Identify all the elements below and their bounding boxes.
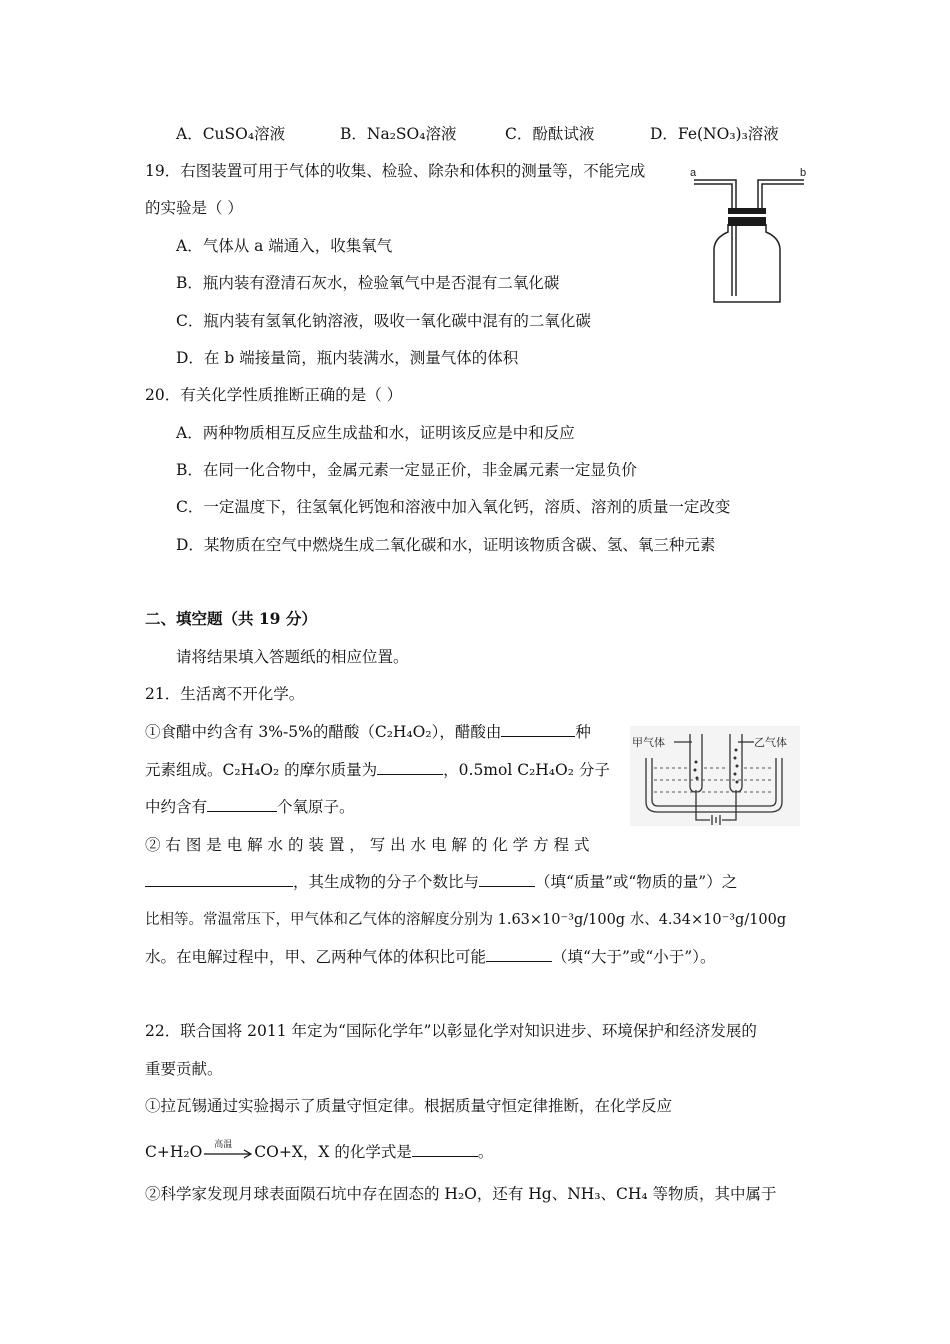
arrow-icon — [202, 1143, 254, 1163]
eq-right: CO+X，X 的化学式是 — [254, 1143, 412, 1161]
answer-blank[interactable] — [145, 872, 293, 887]
q21-p1-line3-end: 个氧原子。 — [277, 798, 355, 816]
q19-option-a: A．气体从 a 端通入，收集氧气 — [176, 237, 393, 255]
q22-p2-line1: ②科学家发现月球表面陨石坑中存在固态的 H₂O，还有 Hg、NH₃、CH₄ 等物质，其中属于 — [145, 1185, 777, 1203]
q21-p1-line1 — [145, 722, 591, 742]
q21-p1-line1-text: ①食醋中约含有 3%-5%的醋酸（C₂H₄O₂），醋酸由 — [145, 723, 502, 741]
q20-stem: 20．有关化学性质推断正确的是（ ） — [145, 386, 403, 404]
gas-yi-label: 乙气体 — [754, 736, 787, 749]
q19-option-d: D．在 b 端接量筒，瓶内装满水，测量气体的体积 — [176, 349, 519, 367]
label-a: a — [690, 168, 697, 179]
q22-stem-line1: 22．联合国将 2011 年定为“国际化学年”以彰显化学对知识进步、环境保护和经济发展的 — [145, 1022, 757, 1040]
q20-option-d: D．某物质在空气中燃烧生成二氧化碳和水，证明该物质含碳、氢、氧三种元素 — [176, 536, 716, 554]
q21-p2-line4-end: （填“大于”或“小于”）。 — [552, 948, 716, 966]
q18-option-c: C．酚酞试液 — [505, 125, 595, 143]
answer-blank[interactable] — [486, 947, 552, 962]
q21-p2-line1: ② 右 图 是 电 解 水 的 装 置 ， 写 出 水 电 解 的 化 学 方 程 式 — [145, 836, 590, 854]
q21-stem: 21．生活离不开化学。 — [145, 685, 305, 703]
reaction-arrow — [202, 1140, 254, 1163]
answer-blank[interactable] — [207, 797, 277, 812]
gas-bottle-figure — [686, 168, 812, 308]
q18-option-d: D．Fe(NO₃)₃溶液 — [650, 125, 779, 143]
electrolysis-figure — [630, 726, 800, 826]
answer-blank[interactable] — [377, 760, 443, 775]
q18-option-b: B．Na₂SO₄溶液 — [340, 125, 457, 143]
eq-end: 。 — [477, 1143, 494, 1161]
q21-p1-line2 — [145, 760, 610, 780]
q21-p2-line2-text: ，其生成物的分子个数比与 — [293, 873, 480, 891]
q22-p1-equation — [145, 1142, 493, 1163]
answer-blank[interactable] — [479, 872, 535, 887]
gas-jia-label: 甲气体 — [632, 736, 665, 749]
label-b: b — [800, 168, 807, 179]
q21-p1-line3 — [145, 797, 355, 817]
q19-option-b: B．瓶内装有澄清石灰水，检验氧气中是否混有二氧化碳 — [176, 274, 560, 292]
q21-p2-line2-end: （填“质量”或“物质的量”）之 — [535, 873, 738, 891]
eq-left: C+H₂O — [145, 1143, 203, 1161]
section-instruction: 请将结果填入答题纸的相应位置。 — [176, 648, 409, 666]
q20-option-c: C．一定温度下，往氢氧化钙饱和溶液中加入氧化钙，溶质、溶剂的质量一定改变 — [176, 498, 731, 516]
q22-stem-line2: 重要贡献。 — [145, 1060, 223, 1078]
q21-p2-line4 — [145, 947, 715, 967]
q20-option-a: A．两种物质相互反应生成盐和水，证明该反应是中和反应 — [176, 424, 575, 442]
q19-stem-line1: 19．右图装置可用于气体的收集、检验、除杂和体积的测量等，不能完成 — [145, 162, 646, 180]
answer-blank[interactable] — [412, 1142, 478, 1157]
q22-p1-line1: ①拉瓦锡通过实验揭示了质量守恒定律。根据质量守恒定律推断，在化学反应 — [145, 1097, 673, 1115]
q21-p1-line3-text: 中约含有 — [145, 798, 208, 816]
q21-p2-line2 — [145, 872, 737, 892]
section-title: 二、填空题（共 19 分） — [145, 609, 317, 628]
q21-p1-line1-end: 种 — [575, 723, 591, 741]
q21-p1-line2-end: ，0.5mol C₂H₄O₂ 分子 — [443, 761, 610, 779]
arrow-condition: 高温 — [214, 1140, 233, 1150]
q21-p1-line2-text: 元素组成。C₂H₄O₂ 的摩尔质量为 — [145, 761, 378, 779]
q21-p2-line4-text: 水。在电解过程中，甲、乙两种气体的体积比可能 — [145, 948, 487, 966]
answer-blank[interactable] — [501, 722, 575, 737]
q20-option-b: B．在同一化合物中，金属元素一定显正价，非金属元素一定显负价 — [176, 461, 637, 479]
q21-p2-line3: 比相等。常温常压下，甲气体和乙气体的溶解度分别为 1.63×10⁻³g/100g 水、4.34×10⁻³g/100g — [145, 912, 787, 928]
q19-stem-line2: 的实验是（ ） — [145, 199, 243, 217]
q18-option-a: A．CuSO₄溶液 — [176, 125, 286, 143]
q19-option-c: C．瓶内装有氢氧化钠溶液，吸收一氧化碳中混有的二氧化碳 — [176, 312, 591, 330]
